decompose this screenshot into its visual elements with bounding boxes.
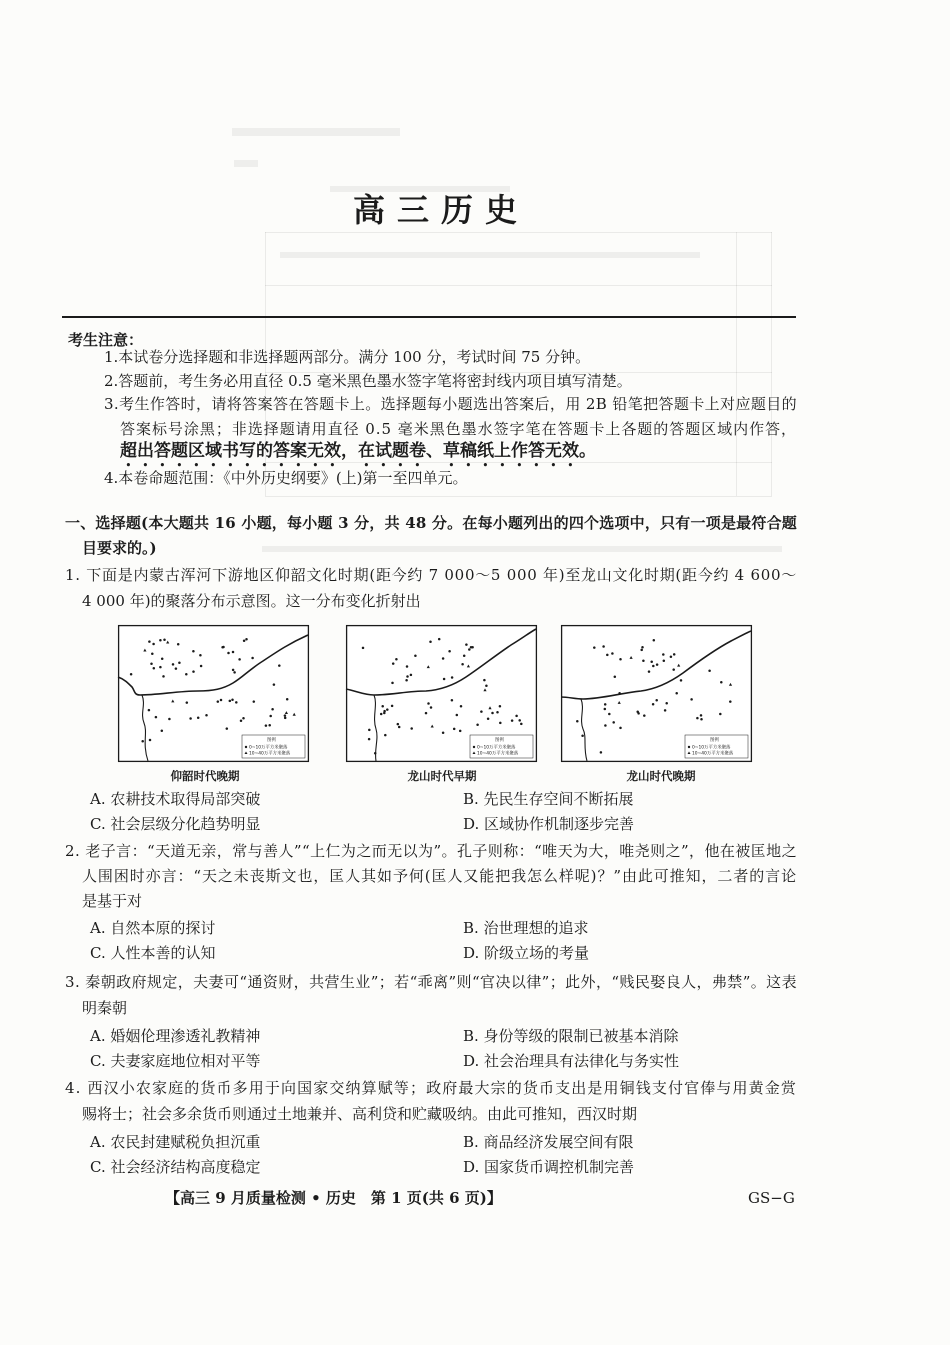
settlement-dot — [665, 702, 668, 705]
settlement-dot — [636, 711, 639, 714]
option-d: D. 区域协作机制逐步完善 — [463, 815, 635, 833]
settlement-dot — [253, 700, 256, 703]
ghost-mark — [232, 128, 400, 136]
notice-item-continued: 答案标号涂黑；非选择题请用直径 0.5 毫米黑色墨水签字笔在答题卡上各题的答题区域内作答， — [120, 420, 797, 438]
settlement-dot — [604, 724, 607, 727]
settlement-dot — [162, 675, 165, 678]
settlement-dot — [459, 730, 462, 733]
legend-title: 图例 — [710, 738, 719, 743]
settlement-dot — [235, 701, 238, 704]
legend-item: 0~10万平方米聚落 — [692, 745, 731, 751]
settlement-dot — [511, 719, 513, 722]
settlement-dot — [374, 752, 377, 755]
settlement-dot — [483, 679, 486, 682]
page-title: 高三历史 — [353, 191, 530, 229]
question-stem: 明秦朝 — [82, 999, 128, 1017]
settlement-dot — [153, 667, 156, 670]
settlement-dot — [192, 670, 195, 673]
map-legend — [242, 735, 305, 758]
settlement-map-longshan-late — [561, 625, 752, 762]
settlement-dot — [392, 662, 395, 665]
settlement-dot — [708, 670, 711, 673]
legend-item: 10~40万平方米聚落 — [692, 751, 734, 757]
option-c: C. 社会层级分化趋势明显 — [90, 815, 261, 833]
settlement-dot — [643, 714, 646, 717]
settlement-dot — [192, 650, 195, 653]
settlement-dot — [189, 717, 192, 720]
question-stem: 2. 老子言：“天道无亲，常与善人”“上仁为之而无以为”。孔子则称：“唯天为大，唯尧则之”，他在被匡地之 — [65, 842, 797, 860]
settlement-dot — [448, 650, 451, 653]
settlement-dot — [278, 664, 281, 667]
ghost-mark — [265, 496, 772, 497]
settlement-dot — [619, 727, 622, 730]
ghost-mark — [265, 285, 772, 286]
settlement-dot — [148, 640, 151, 643]
settlement-dot — [159, 639, 162, 642]
settlement-dot — [612, 721, 615, 724]
settlement-dot — [429, 640, 432, 643]
legend-dot-symbol — [688, 746, 690, 748]
option-a: A. 婚姻伦理渗透礼教精神 — [90, 1027, 261, 1045]
settlement-dot — [700, 718, 703, 721]
settlement-dot — [453, 728, 456, 731]
settlement-dot — [395, 658, 398, 661]
ghost-mark — [280, 252, 700, 258]
settlement-dot — [242, 717, 245, 720]
legend-item: 0~10万平方米聚落 — [477, 745, 516, 751]
settlement-dot — [491, 712, 494, 715]
settlement-dot — [410, 674, 413, 677]
notice-item: 3.考生作答时，请将答案答在答题卡上。选择题每小题选出答案后，用 2B 铅笔把答题卡上对应题目的 — [104, 395, 797, 413]
question-stem: 是基于对 — [82, 892, 143, 910]
settlement-dot — [231, 699, 234, 702]
ghost-mark — [234, 160, 258, 167]
settlement-dot — [406, 665, 409, 668]
settlement-dot — [185, 673, 188, 676]
settlement-dot — [243, 640, 246, 643]
settlement-dot — [151, 652, 154, 655]
settlement-dot — [460, 705, 463, 708]
settlement-dot — [233, 671, 236, 674]
settlement-dot — [430, 706, 433, 709]
settlement-dot — [652, 665, 655, 668]
settlement-dot — [368, 729, 371, 732]
settlement-dot — [602, 645, 605, 648]
settlement-dot — [269, 715, 272, 718]
settlement-dot — [656, 663, 659, 666]
settlement-dot — [130, 673, 133, 676]
settlement-dot — [604, 708, 607, 711]
settlement-dot — [729, 700, 732, 703]
settlement-dot — [581, 734, 584, 737]
settlement-dot — [461, 663, 464, 666]
question-stem: 赐将士；社会多余货币则通过土地兼并、高利贷和贮藏吸纳。由此可推知，西汉时期 — [82, 1105, 638, 1123]
option-c: C. 夫妻家庭地位相对平等 — [90, 1052, 261, 1070]
settlement-dot — [611, 652, 614, 655]
question-stem: 4. 西汉小农家庭的货币多用于向国家交纳算赋等；政府最大宗的货币支出是用铜钱支付官俸与用黄金赏 — [65, 1079, 797, 1097]
settlement-dot — [653, 639, 656, 642]
settlement-dot — [152, 643, 155, 646]
settlement-dot — [238, 658, 241, 661]
settlement-dot — [229, 700, 232, 703]
settlement-dot — [470, 646, 473, 649]
settlement-dot — [175, 667, 178, 670]
settlement-dot — [518, 719, 521, 722]
option-b: B. 身份等级的限制已被基本消除 — [463, 1027, 679, 1045]
question-stem: 1. 下面是内蒙古浑河下游地区仰韶文化时期(距今约 7 000～5 000 年)至龙山文化时期(距今约 4 600～ — [65, 566, 797, 584]
notice-item: 2.答题前，考生务必用直径 0.5 毫米黑色墨水签字笔将密封线内项目填写清楚。 — [104, 372, 632, 390]
settlement-dot — [414, 655, 417, 658]
settlement-dot — [663, 660, 666, 663]
settlement-dot — [673, 653, 676, 656]
settlement-dot — [618, 692, 621, 695]
option-a: A. 农耕技术取得局部突破 — [90, 790, 261, 808]
settlement-dot — [222, 646, 225, 649]
settlement-dot — [499, 722, 502, 725]
settlement-dot — [217, 700, 220, 703]
question-stem: 3. 秦朝政府规定，夫妻可“通资财，共营生业”；若“乖离”则“官决以律”；此外，“贱民娶良人，弗禁”。这表 — [65, 973, 797, 991]
settlement-dot — [614, 676, 617, 679]
settlement-dot — [425, 712, 428, 715]
map-legend — [470, 735, 533, 758]
option-a: A. 农民封建赋税负担沉重 — [90, 1133, 261, 1151]
settlement-dot — [232, 651, 235, 654]
settlement-dot — [664, 709, 667, 712]
settlement-dot — [226, 727, 229, 730]
settlement-dot — [652, 703, 655, 706]
settlement-dot — [480, 710, 483, 713]
settlement-dot — [465, 643, 468, 646]
option-b: B. 先民生存空间不断拓展 — [463, 790, 634, 808]
settlement-dot — [485, 685, 488, 688]
settlement-dot — [451, 676, 454, 679]
option-d: D. 国家货币调控机制完善 — [463, 1158, 635, 1176]
settlement-dot — [520, 723, 523, 726]
settlement-dot — [720, 681, 723, 684]
settlement-dot — [499, 705, 502, 708]
settlement-dot — [398, 726, 401, 729]
option-d: D. 社会治理具有法律化与务实性 — [463, 1052, 680, 1070]
settlement-dot — [670, 655, 673, 658]
settlement-dot — [197, 717, 200, 720]
settlement-dot — [268, 724, 271, 727]
settlement-dot — [251, 657, 254, 660]
option-b: B. 治世理想的追求 — [463, 919, 589, 937]
settlement-dot — [476, 723, 479, 726]
legend-dot-symbol — [245, 746, 247, 748]
option-d: D. 阶级立场的考量 — [463, 944, 590, 962]
settlement-dot — [397, 723, 400, 726]
settlement-dot — [286, 698, 289, 701]
settlement-dot — [177, 643, 180, 646]
settlement-dot — [443, 678, 446, 681]
settlement-dot — [487, 717, 490, 720]
legend-title: 图例 — [495, 738, 504, 743]
settlement-dot — [186, 701, 189, 704]
question-stem: 人围困时亦言：“天之未丧斯文也，匡人其如予何(匡人又能把我怎么样呢)？”由此可推知，二者的言论 — [82, 867, 797, 885]
settlement-dot — [141, 740, 144, 743]
settlement-dot — [405, 679, 408, 682]
settlement-dot — [641, 646, 644, 649]
settlement-dot — [451, 699, 454, 702]
legend-item: 10~40万平方米聚落 — [477, 751, 519, 757]
legend-title: 图例 — [267, 738, 276, 743]
settlement-dot — [172, 663, 175, 666]
settlement-dot — [672, 668, 675, 671]
section-heading-line: 目要求的。) — [82, 539, 157, 557]
page-footer: 【高三 9 月质量检测 • 历史 第 1 页(共 6 页)】 — [165, 1189, 502, 1207]
settlement-dot — [696, 717, 699, 720]
legend-dot-symbol — [473, 746, 475, 748]
settlement-dot — [442, 657, 445, 660]
settlement-dot — [391, 682, 394, 685]
paper-code: GS−G — [748, 1189, 795, 1207]
settlement-dot — [381, 705, 384, 708]
settlement-dot — [655, 699, 658, 702]
settlement-dot — [391, 705, 394, 708]
settlement-dot — [220, 699, 223, 702]
settlement-dot — [232, 669, 235, 672]
notice-item: 1.本试卷分选择题和非选择题两部分。满分 100 分，考试时间 75 分钟。 — [104, 348, 591, 366]
settlement-dot — [680, 679, 683, 682]
settlement-dot — [161, 658, 164, 661]
settlement-dot — [240, 720, 243, 723]
settlement-dot — [427, 702, 430, 705]
settlement-dot — [178, 662, 181, 665]
settlement-dot — [386, 708, 389, 711]
settlement-map-yangshao-late — [118, 625, 309, 762]
notice-item: 4.本卷命题范围：《中外历史纲要》(上)第一至四单元。 — [104, 469, 468, 487]
notice-heading: 考生注意： — [68, 331, 144, 349]
settlement-dot — [199, 654, 202, 657]
settlement-dot — [442, 732, 445, 735]
map-caption: 龙山时代晚期 — [626, 769, 696, 783]
legend-item: 10~40万平方米聚落 — [249, 751, 291, 757]
header-divider — [62, 316, 796, 318]
settlement-dot — [438, 638, 441, 641]
settlement-dot — [205, 714, 208, 717]
settlement-dot — [271, 708, 274, 711]
option-c: C. 人性本善的认知 — [90, 944, 216, 962]
settlement-dot — [662, 653, 665, 656]
settlement-dot — [606, 654, 609, 657]
settlement-dot — [456, 714, 459, 717]
notice-emphasis: 超出答题区域书写的答案无效，在试题卷、草稿纸上作答无效。 — [120, 441, 596, 461]
settlement-dot — [380, 713, 383, 716]
section-heading-line: 一、选择题(本大题共 16 小题，每小题 3 分，共 48 分。在每小题列出的四个选项中，只有一项是最符合题 — [65, 514, 797, 532]
settlement-dot — [463, 654, 466, 657]
settlement-dot — [515, 715, 518, 718]
settlement-dot — [265, 724, 268, 727]
settlement-dot — [200, 665, 203, 668]
settlement-dot — [150, 663, 153, 666]
settlement-dot — [362, 647, 365, 650]
settlement-dot — [700, 714, 703, 717]
question-stem: 4 000 年)的聚落分布示意图。这一分布变化折射出 — [82, 592, 421, 610]
settlement-dot — [159, 666, 162, 669]
settlement-dot — [168, 718, 171, 721]
settlement-dot — [675, 692, 678, 695]
option-a: A. 自然本原的探讨 — [90, 919, 216, 937]
map-legend — [685, 735, 748, 758]
settlement-map-longshan-early — [346, 625, 537, 762]
settlement-dot — [163, 638, 166, 641]
settlement-dot — [406, 675, 409, 678]
settlement-dot — [608, 713, 611, 716]
settlement-dot — [496, 711, 499, 714]
settlement-dot — [273, 683, 276, 686]
settlement-dot — [227, 652, 230, 655]
settlement-dot — [648, 670, 651, 673]
settlement-dot — [148, 709, 151, 712]
settlement-dot — [600, 751, 603, 754]
settlement-dot — [149, 739, 152, 742]
settlement-dot — [642, 659, 645, 662]
settlement-dot — [640, 649, 643, 652]
settlement-dot — [384, 734, 387, 737]
settlement-dot — [719, 713, 722, 716]
option-c: C. 社会经济结构高度稳定 — [90, 1158, 261, 1176]
settlement-dot — [161, 730, 164, 733]
settlement-dot — [284, 714, 287, 717]
legend-item: 0~10万平方米聚落 — [249, 745, 288, 751]
settlement-dot — [410, 727, 413, 730]
settlement-dot — [383, 710, 386, 713]
settlement-dot — [468, 648, 471, 651]
option-b: B. 商品经济发展空间有限 — [463, 1133, 634, 1151]
map-caption: 龙山时代早期 — [407, 769, 477, 783]
settlement-dot — [284, 717, 287, 720]
settlement-dot — [619, 658, 622, 661]
settlement-dot — [155, 716, 158, 719]
settlement-dot — [690, 698, 693, 701]
settlement-dot — [245, 638, 248, 641]
settlement-dot — [593, 646, 596, 649]
settlement-dot — [576, 720, 579, 723]
map-caption: 仰韶时代晚期 — [170, 769, 240, 783]
settlement-dot — [368, 738, 371, 741]
settlement-dot — [650, 660, 653, 663]
settlement-dot — [604, 703, 607, 706]
